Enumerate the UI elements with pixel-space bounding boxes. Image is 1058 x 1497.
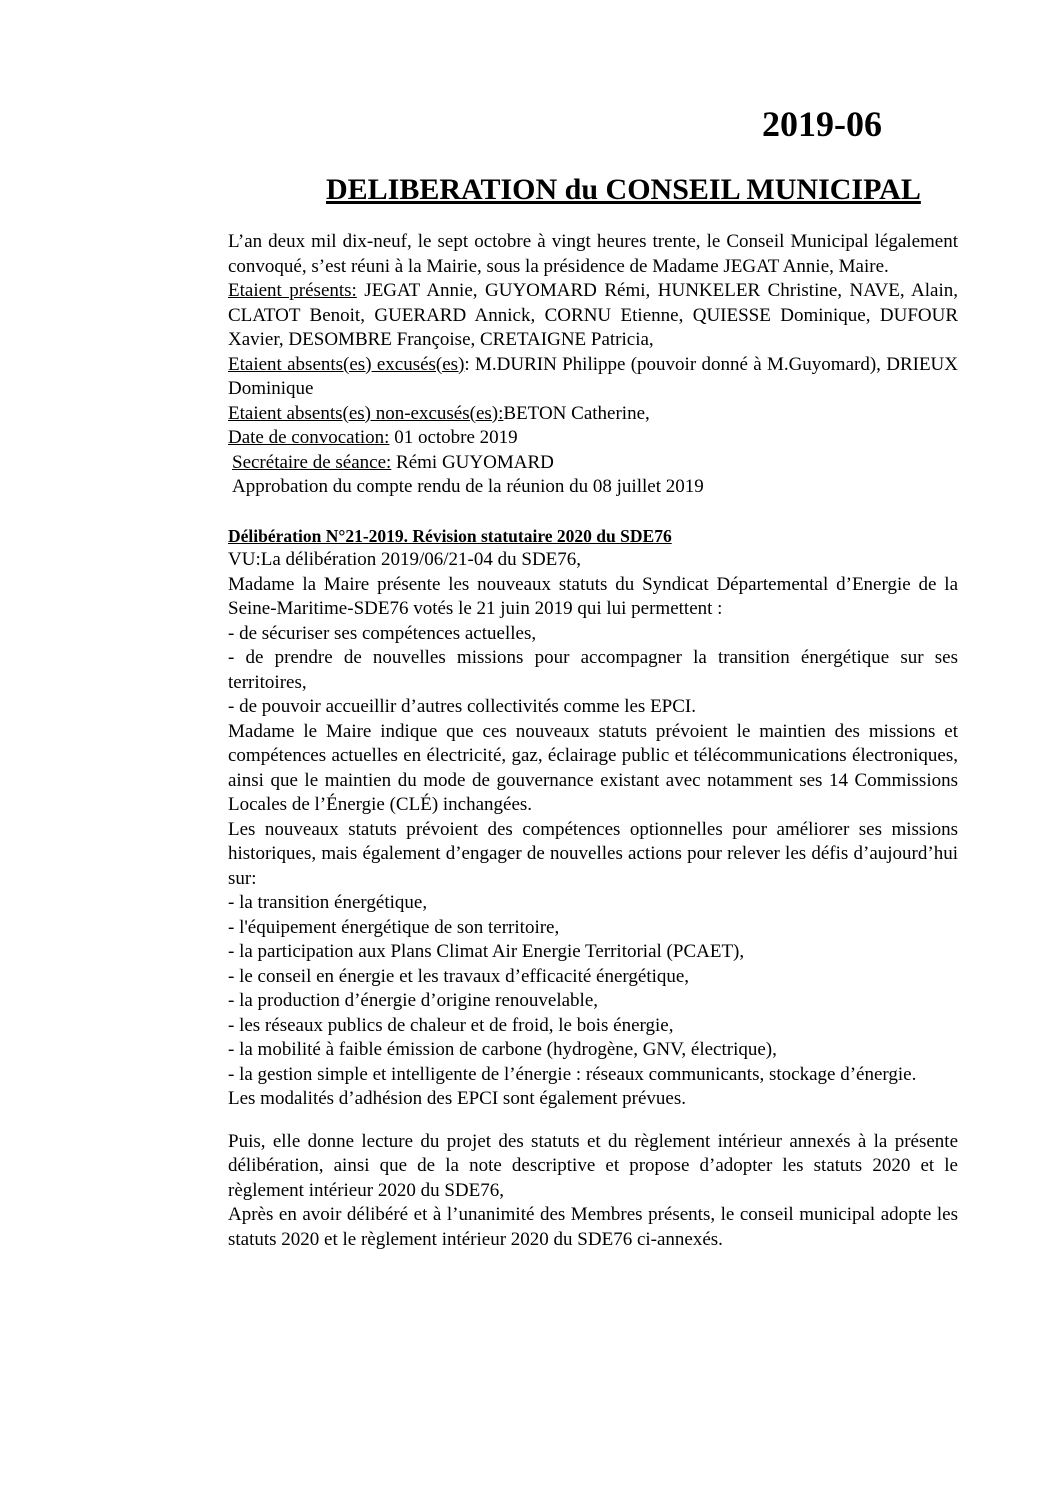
list-item: - le conseil en énergie et les travaux d’efficacité énergétique, — [228, 965, 690, 987]
present-members — [228, 279, 958, 353]
absent-unexcused-value: BETON Catherine, — [503, 402, 650, 424]
list-item: - la gestion simple et intelligente de l’énergie : réseaux communicants, stockage d’énergie. — [228, 1063, 917, 1085]
document-body — [228, 230, 958, 1252]
absent-unexcused-label: Etaient absents(es) non-excusés(es): — [228, 402, 504, 424]
secretary-label: Secrétaire de séance: — [232, 451, 392, 473]
document-number: 2019-06 — [762, 104, 882, 144]
absent-unexcused — [228, 402, 958, 427]
session-intro: L’an deux mil dix-neuf, le sept octobre à vingt heures trente, le Conseil Municipal légalement convoqué, s’est réuni à la Mairie, sous la présidence de Madame JEGAT Annie, Maire. — [228, 231, 958, 277]
present-label: Etaient présents: — [228, 280, 357, 301]
list-item: - la production d’énergie d’origine renouvelable, — [228, 990, 599, 1011]
secretary-value: Rémi GUYOMARD — [391, 451, 554, 473]
deliberation-paragraph-2: Madame le Maire indique que ces nouveaux statuts prévoient le maintien des missions et compétences actuelles en électricité, gaz, éclairage public et télécommunications électroniques, ainsi que le maintien du mode de gouvernance existant avec notamment ses 14 Commissions Locales de l’Énergie (CLÉ) inchangées. — [228, 720, 958, 815]
list-item: - l'équipement énergétique de son territoire, — [228, 916, 560, 938]
deliberation-paragraph-3: Les nouveaux statuts prévoient des compétences optionnelles pour améliorer ses missions historiques, mais également d’engager de nouvelles actions pour relever les défis d’aujourd’hui sur: — [228, 818, 958, 889]
absent-excused-label: Etaient absents(es) excusés(es) — [228, 353, 465, 375]
present-value: JEGAT Annie, GUYOMARD Rémi, HUNKELER Christine, NAVE, Alain, CLATOT Benoit, GUERARD Annick, CORNU Etienne, QUIESSE Dominique, DUFOUR Xavier, DESOMBRE Françoise, CRETAIGNE Patricia, — [228, 280, 958, 350]
convocation-label: Date de convocation: — [228, 427, 390, 448]
convocation-value: 01 octobre 2019 — [389, 427, 518, 448]
deliberation-paragraph-5: Puis, elle donne lecture du projet des statuts et du règlement intérieur annexés à la présente délibération, ainsi que de la note descriptive et propose d’adopter les statuts 2020 et le règlement intérieur 2020 du SDE76, — [228, 1130, 958, 1201]
deliberation-paragraph-6: Après en avoir délibéré et à l’unanimité des Membres présents, le conseil municipal adopte les statuts 2020 et le règlement intérieur 2020 du SDE76 ci-annexés. — [228, 1204, 958, 1250]
list-item: - la mobilité à faible émission de carbone (hydrogène, GNV, électrique), — [228, 1039, 777, 1060]
list-item: - de prendre de nouvelles missions pour accompagner la transition énergétique sur ses territoires, — [228, 647, 958, 693]
deliberation-paragraph-4: Les modalités d’adhésion des EPCI sont également prévues. — [228, 1088, 687, 1109]
absent-excused — [228, 353, 958, 402]
meeting-secretary — [228, 451, 958, 476]
list-item: - la participation aux Plans Climat Air Energie Territorial (PCAET), — [228, 941, 745, 962]
deliberation-paragraph-1: Madame la Maire présente les nouveaux statuts du Syndicat Départemental d’Energie de la Seine-Maritime-SDE76 votés le 21 juin 2019 qui lui permettent : — [228, 573, 958, 619]
deliberation-title: Délibération N°21-2019. Révision statutaire 2020 du SDE76 — [228, 525, 672, 546]
minutes-approval: Approbation du compte rendu de la réunion du 08 juillet 2019 — [232, 476, 704, 497]
list-item: - de pouvoir accueillir d’autres collectivités comme les EPCI. — [228, 696, 696, 717]
document-title: DELIBERATION du CONSEIL MUNICIPAL — [326, 173, 921, 206]
list-item: - les réseaux publics de chaleur et de froid, le bois énergie, — [228, 1014, 674, 1036]
list-item: - de sécuriser ses compétences actuelles, — [228, 622, 537, 644]
absent-excused-value: : M.DURIN Philippe (pouvoir donné à M.Guyomard), DRIEUX Dominique — [228, 353, 958, 399]
convocation-date — [228, 426, 958, 451]
list-item: - la transition énergétique, — [228, 892, 428, 913]
deliberation-vu: VU:La délibération 2019/06/21-04 du SDE76, — [228, 549, 582, 570]
